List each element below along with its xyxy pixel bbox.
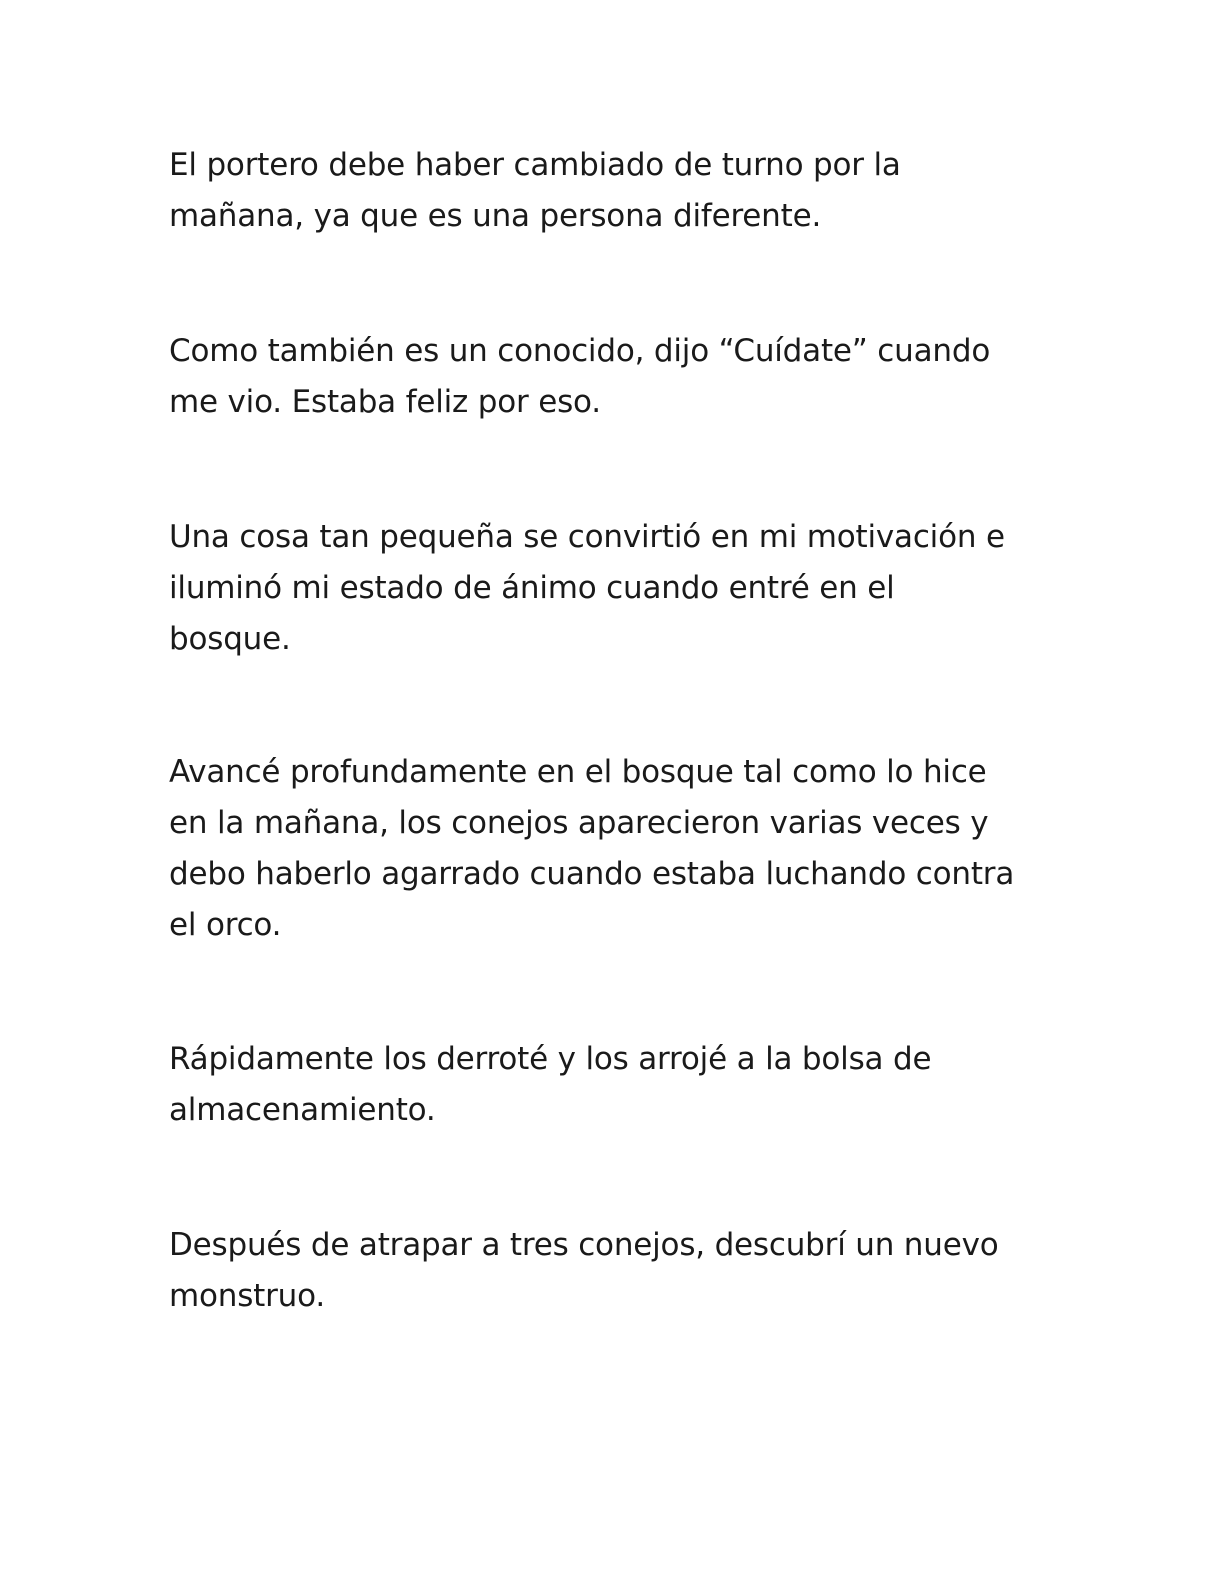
paragraph-line: Una cosa tan pequeña se convirtió en mi motivación e — [169, 519, 1005, 555]
paragraph-line: Rápidamente los derroté y los arrojé a la bolsa de — [169, 1041, 932, 1077]
paragraph-line: almacenamiento. — [169, 1092, 436, 1128]
paragraph-line: el orco. — [169, 907, 282, 943]
paragraph-line: mañana, ya que es una persona diferente. — [169, 198, 822, 234]
paragraph-line: Avancé profundamente en el bosque tal como lo hice — [169, 754, 987, 790]
paragraph-4 — [169, 747, 1049, 951]
paragraph-5 — [169, 1034, 1049, 1136]
paragraph-line: Como también es un conocido, dijo “Cuídate” cuando — [169, 333, 991, 369]
paragraph-3 — [169, 512, 1049, 665]
paragraph-line: me vio. Estaba feliz por eso. — [169, 384, 601, 420]
paragraph-6 — [169, 1220, 1049, 1322]
paragraph-line: El portero debe haber cambiado de turno por la — [169, 147, 901, 183]
paragraph-line: Después de atrapar a tres conejos, descubrí un nuevo — [169, 1227, 999, 1263]
paragraph-line: en la mañana, los conejos aparecieron varias veces y — [169, 805, 989, 841]
paragraph-line: debo haberlo agarrado cuando estaba luchando contra — [169, 856, 1015, 892]
paragraph-line: bosque. — [169, 621, 291, 657]
paragraph-line: iluminó mi estado de ánimo cuando entré en el — [169, 570, 895, 606]
paragraph-line: monstruo. — [169, 1278, 325, 1314]
paragraph-2 — [169, 326, 1049, 428]
paragraph-1 — [169, 140, 1049, 242]
